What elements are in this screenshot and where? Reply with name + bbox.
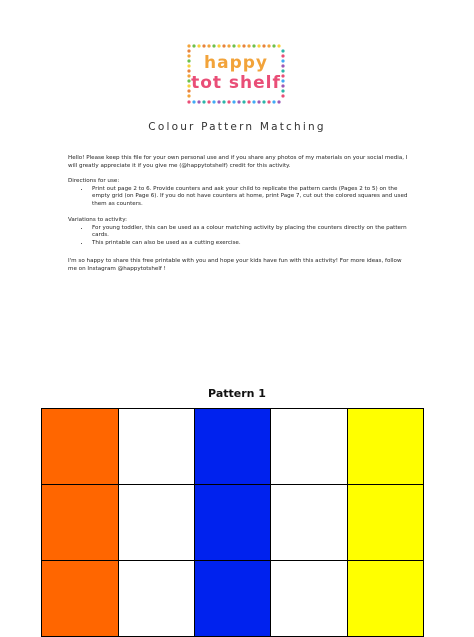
logo-dot [192,100,195,103]
logo-dot [222,100,225,103]
intro-paragraph [68,155,408,170]
logo-dot [187,94,190,97]
logo-dot [202,100,205,103]
pattern-cell [348,561,424,637]
logo-dot [217,100,220,103]
logo-dot [272,44,275,47]
pattern-cell [42,561,119,637]
pattern-cell [195,485,271,561]
variations-item: • For young toddler, this can be used as a colour matching activity by placing the counters directly on the pattern cards. [90,225,408,240]
pattern-cell [119,409,195,485]
logo-dot [232,44,235,47]
directions-list [68,186,408,209]
directions-item: • Print out page 2 to 6. Provide counters and ask your child to replicate the pattern cards (Pages 2 to 5) on the empty grid (on Page 6). If you do not have counters at home, print Page 7, cut out the colored squares and used them as counters. [90,186,408,209]
logo-dot [217,44,220,47]
pattern-cell [348,409,424,485]
logo-dot [252,100,255,103]
logo-dot [192,44,195,47]
logo-dot [222,44,225,47]
logo-dot [207,100,210,103]
directions-section [68,178,408,208]
logo-dot [242,44,245,47]
logo-dot [237,100,240,103]
variations-section [68,217,408,247]
logo-dot [247,100,250,103]
variations-heading: Variations to activity: [68,217,127,223]
pattern-cell [42,409,119,485]
logo-dot [187,49,190,52]
logo-dot [212,100,215,103]
logo-dot [247,44,250,47]
logo-line-2: tot shelf [191,73,281,93]
logo-dot [262,44,265,47]
logo-dot [281,49,284,52]
logo-dot [267,100,270,103]
logo-dot [257,44,260,47]
pattern-cell [271,485,348,561]
logo-dot [187,100,190,103]
logo-dot [277,44,280,47]
logo-dot [212,44,215,47]
pattern-cell [271,561,348,637]
pattern-cell [195,561,271,637]
logo-dot [237,44,240,47]
page-title: Colour Pattern Matching [148,121,326,133]
logo-dot [232,100,235,103]
pattern-cell [195,409,271,485]
logo-dot [187,44,190,47]
logo-dot [227,100,230,103]
logo-dot [197,44,200,47]
closing-paragraph [68,258,408,273]
logo-dot [272,100,275,103]
variations-item: • This printable can also be used as a cutting exercise. [90,240,408,248]
logo-dot [277,100,280,103]
closing-text: I'm so happy to share this free printable with you and hope your kids have fun with this activity! For more ideas, follow me on Instagram @happytotshelf ! [68,258,402,272]
logo-dot [242,100,245,103]
pattern-title: Pattern 1 [208,387,266,400]
logo-dot [197,100,200,103]
logo-dot [267,44,270,47]
logo-line-1: happy [204,53,268,73]
logo-dot [252,44,255,47]
directions-heading: Directions for use: [68,178,120,184]
pattern-cell [348,485,424,561]
pattern-cell [42,485,119,561]
variations-list [68,225,408,248]
logo-dot [202,44,205,47]
pattern-cell [119,485,195,561]
logo-dot [207,44,210,47]
pattern-cell [271,409,348,485]
logo-dot [257,100,260,103]
logo-dot [227,44,230,47]
pattern-grid [41,408,424,637]
logo-dot [281,94,284,97]
happy-tot-shelf-logo [185,42,287,106]
logo-dot [262,100,265,103]
pattern-cell [119,561,195,637]
intro-text: Hello! Please keep this file for your own personal use and if you share any photos of my materials on your social media, I will greatly appreciate it if you give me (@happytotshelf) credit for this activity. [68,155,408,169]
